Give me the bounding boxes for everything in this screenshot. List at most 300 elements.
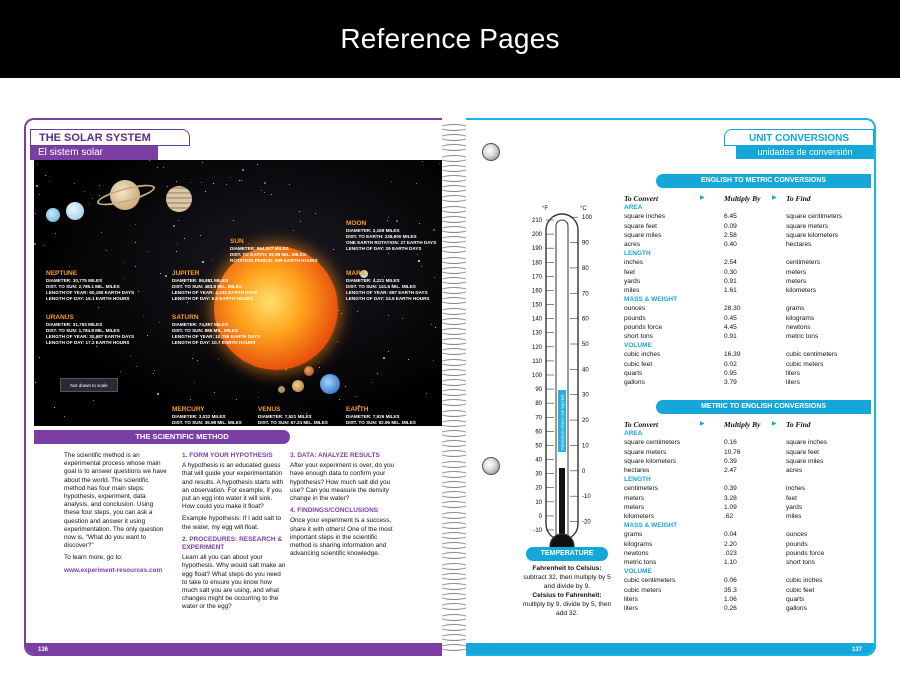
star — [241, 180, 242, 181]
table-cell: pounds force — [786, 549, 825, 557]
star — [318, 362, 319, 363]
table-row — [624, 448, 876, 457]
scientific-method-bar: THE SCIENTIFIC METHOD — [34, 430, 290, 444]
star — [384, 276, 385, 277]
sci-intro: The scientific method is an experimental process whose main goal is to answer questions we have about the world. The scientific method has four main steps: hypothesis, experiment, data analysis, and conclusion. Using these four steps, you can ask a question and answer it using experimentation. The only question now is, "What do you want to discover?" — [64, 452, 167, 550]
table-cell: square centimeters — [624, 439, 681, 447]
table-row — [624, 369, 876, 378]
spiral-coil — [440, 226, 468, 233]
spiral-coil — [440, 491, 468, 498]
binder-hole — [482, 457, 500, 475]
spiral-coil — [440, 287, 468, 294]
spiral-coil — [440, 165, 468, 172]
table-cell: miles — [624, 287, 640, 295]
table-cell: pounds force — [624, 323, 663, 331]
step1-example: Example hypothesis: If I add salt to the water, my egg will float. — [182, 515, 282, 531]
table-cell: 2.54 — [724, 259, 737, 267]
star — [92, 198, 93, 199]
page-title: UNIT CONVERSIONS — [724, 129, 874, 146]
spiral-coil — [440, 573, 468, 580]
star — [433, 360, 434, 361]
star — [163, 167, 164, 168]
star — [194, 382, 195, 383]
fahrenheit-tick-label: 190 — [531, 246, 542, 253]
star — [154, 370, 155, 371]
star — [120, 371, 121, 372]
table-cell: cubic feet — [624, 360, 653, 368]
table-row — [624, 466, 876, 475]
category-label: MASS & WEIGHT — [624, 296, 678, 304]
earth-info: DIAMETER: 7,926 MILES DIST. TO SUN: 92.96 MIL. MILES — [346, 414, 416, 425]
thermometer-mercury — [559, 468, 565, 544]
step2-title: 2. PROCEDURES: RESEARCH & EXPERIMENT — [182, 535, 283, 552]
table-cell: 0.06 — [724, 577, 737, 585]
eng-to-metric-bar: ENGLISH TO METRIC CONVERSIONS — [656, 174, 871, 188]
sun-image — [214, 246, 338, 370]
star — [176, 251, 177, 252]
star — [230, 177, 231, 178]
star — [388, 217, 389, 218]
star — [187, 302, 188, 303]
fahrenheit-tick-label: 0 — [538, 513, 542, 520]
category-label: AREA — [624, 430, 643, 438]
table-cell: square inches — [786, 439, 828, 447]
earth-label: EARTH — [346, 406, 369, 413]
star — [408, 359, 409, 360]
table-row — [624, 332, 876, 341]
table-cell: square miles — [624, 231, 662, 239]
star — [165, 275, 167, 277]
header-cell: Multiply By — [724, 194, 761, 203]
thermometer-diagram — [502, 200, 606, 570]
jupiter-label: JUPITER — [172, 270, 200, 277]
star — [124, 262, 125, 263]
star — [96, 346, 97, 347]
star — [36, 185, 38, 187]
venus-label: VENUS — [258, 406, 281, 413]
table-cell: 35.3 — [724, 586, 737, 594]
star — [426, 393, 427, 394]
star — [387, 220, 388, 221]
table-row — [624, 484, 876, 493]
star — [149, 160, 150, 161]
fahrenheit-tick-label: 60 — [535, 429, 542, 436]
star — [167, 186, 168, 187]
mars-info: DIAMETER: 4,221 MILES DIST. TO SUN: 141.6 MIL. MILES LENGTH OF YEAR: 687 EARTH DAYS LENGTH OF DAY: 24.6 EARTH HOURS — [346, 278, 430, 301]
table-cell: gallons — [786, 605, 807, 613]
table-cell: cubic inches — [786, 577, 823, 585]
table-row — [624, 231, 876, 240]
star — [153, 373, 154, 374]
table-cell: 1.10 — [724, 559, 737, 567]
spiral-coil — [440, 379, 468, 386]
table-cell: liters — [624, 595, 638, 603]
spiral-binding — [440, 118, 468, 658]
table-cell: inches — [624, 259, 644, 267]
star — [39, 357, 40, 358]
table-cell: liters — [786, 379, 800, 387]
star — [192, 358, 193, 359]
celsius-tick-label: 10 — [582, 443, 589, 450]
star — [49, 181, 50, 182]
star — [190, 182, 191, 183]
page-number-right: 137 — [851, 647, 862, 653]
jupiter-image — [166, 186, 192, 212]
table-cell: yards — [786, 503, 803, 511]
header-cell: To Find — [786, 194, 811, 203]
metric-to-eng-bar: METRIC TO ENGLISH CONVERSIONS — [656, 400, 871, 414]
star — [55, 233, 56, 234]
star — [418, 260, 420, 262]
freezing-label: FREEZING POINT OF WATER — [560, 394, 565, 450]
step3-title: 3. DATA: ANALYZE RESULTS — [290, 452, 380, 459]
table-cell: 0.91 — [724, 333, 737, 341]
spiral-coil — [440, 450, 468, 457]
table-cell: quarts — [786, 595, 805, 603]
resource-link[interactable]: www.experiment-resources.com — [64, 566, 163, 574]
star — [257, 164, 258, 165]
star — [341, 313, 342, 314]
f-to-c-text: subtract 32, then multiply by 5 and divide by 9. — [523, 574, 611, 590]
saturn-info: DIAMETER: 74,897 MILES DIST. TO SUN: 886 MIL. MILES LENGTH OF YEAR: 10,759 EARTH DAYS LENGTH OF DAY: 10.7 EARTH HOURS — [172, 322, 261, 345]
spiral-coil — [440, 624, 468, 631]
table-cell: 0.39 — [724, 457, 737, 465]
table-cell: square centimeters — [786, 213, 843, 221]
star — [135, 242, 136, 243]
star — [74, 183, 75, 184]
banner-title: Reference Pages — [340, 23, 560, 54]
table-cell: .62 — [724, 513, 734, 521]
fahrenheit-tick-label: 30 — [535, 471, 542, 478]
c-to-f-title: Celsius to Fahrenheit: — [532, 592, 602, 599]
table-cell: 3.28 — [724, 494, 737, 502]
table-row — [624, 604, 876, 613]
fahrenheit-tick-label: 180 — [531, 260, 542, 267]
page-subtitle: El sistem solar — [30, 146, 158, 160]
celsius-tick-label: 30 — [582, 392, 589, 399]
spiral-coil — [440, 328, 468, 335]
celsius-tick-label: 50 — [582, 342, 589, 348]
table-row — [624, 494, 876, 503]
table-cell: acres — [624, 241, 641, 249]
table-cell: 1.61 — [724, 287, 737, 295]
table-row — [624, 286, 876, 295]
table-cell: 16.39 — [724, 351, 741, 359]
jupiter-info: DIAMETER: 86,881 MILES DIST. TO SUN: 483.8 MIL. MILES LENGTH OF YEAR: 4,333 EARTH DAYS LENGTH OF DAY: 9.9 EARTH HOURS — [172, 278, 258, 301]
table-cell: meters — [786, 277, 807, 285]
spiral-coil — [440, 277, 468, 284]
table-cell: 0.16 — [724, 439, 737, 447]
sun-label: SUN — [230, 238, 244, 245]
category-label: LENGTH — [624, 250, 651, 258]
spiral-coil — [440, 308, 468, 315]
table-cell: grams — [786, 305, 805, 313]
table-cell: ounces — [624, 305, 646, 313]
table-cell: kilometers — [786, 287, 817, 295]
table-cell: square kilometers — [624, 457, 677, 465]
star — [64, 416, 65, 417]
table-row — [624, 549, 876, 558]
mercury-label: MERCURY — [172, 406, 205, 413]
fahrenheit-tick-label: 10 — [535, 499, 542, 506]
celsius-tick-label: 0 — [582, 468, 586, 475]
star — [130, 356, 131, 357]
page-number-left: 136 — [38, 647, 49, 653]
table-cell: kilograms — [624, 540, 653, 548]
spiral-coil — [440, 512, 468, 519]
spiral-coil — [440, 501, 468, 508]
table-cell: liters — [786, 369, 800, 377]
table-cell: metric tons — [624, 559, 657, 567]
star — [402, 318, 403, 319]
step1-title: 1. FORM YOUR HYPOTHESIS — [182, 452, 273, 459]
spiral-coil — [440, 542, 468, 549]
uranus-info: DIAMETER: 31,763 MILES DIST. TO SUN: 1,784.8 MIL. MILES LENGTH OF YEAR: 30,687 EARTH DAYS LENGTH OF DAY: 17.2 EARTH HOURS — [46, 322, 135, 345]
spiral-coil — [440, 359, 468, 366]
spiral-coil — [440, 583, 468, 590]
celsius-unit-label: °C — [580, 206, 587, 212]
table-cell: meters — [624, 503, 645, 511]
spiral-coil — [440, 195, 468, 202]
spiral-coil — [440, 206, 468, 213]
table-cell: hectares — [624, 467, 650, 475]
fahrenheit-tick-label: 110 — [532, 358, 542, 365]
star — [176, 181, 177, 182]
step4-title: 4. FINDINGS/CONCLUSIONS — [290, 507, 379, 515]
header-cell: Multiply By — [724, 420, 761, 429]
left-page — [24, 118, 442, 656]
star — [34, 243, 36, 245]
uranus-label: URANUS — [46, 314, 74, 321]
celsius-tick-label: 70 — [582, 291, 589, 298]
spiral-coil — [440, 410, 468, 417]
star — [157, 167, 158, 168]
table-cell: newtons — [624, 549, 649, 557]
table-cell: meters — [786, 268, 807, 276]
fahrenheit-tick-label: 210 — [531, 218, 542, 224]
star — [184, 238, 185, 239]
header-cell: To Convert — [624, 194, 659, 203]
fahrenheit-tick-label: 120 — [531, 344, 542, 351]
table-row — [624, 586, 876, 595]
star — [416, 183, 417, 184]
star — [178, 220, 179, 221]
table-row — [624, 323, 876, 332]
table-row — [624, 222, 876, 231]
table-row — [624, 540, 876, 549]
star — [143, 316, 144, 317]
table-row — [624, 277, 876, 286]
table-cell: inches — [786, 485, 806, 493]
table-row — [624, 576, 876, 585]
star — [388, 253, 389, 254]
table-cell: cubic meters — [786, 360, 824, 368]
table-row — [624, 378, 876, 387]
saturn-label: SATURN — [172, 314, 199, 321]
category-label: LENGTH — [624, 476, 651, 484]
table-cell: feet — [624, 268, 635, 276]
table-cell: cubic centimeters — [786, 351, 838, 359]
star — [37, 164, 38, 165]
table-cell: short tons — [786, 559, 815, 567]
spiral-coil — [440, 399, 468, 406]
fahrenheit-tick-label: 40 — [535, 457, 542, 464]
table-cell: centimeters — [786, 259, 821, 267]
star — [391, 181, 392, 182]
table-row — [624, 350, 876, 359]
star — [293, 230, 294, 231]
table-cell: yards — [624, 277, 641, 285]
table-cell: 28.30 — [724, 305, 741, 313]
star — [337, 341, 338, 342]
table-cell: square inches — [624, 213, 666, 221]
spiral-coil — [440, 614, 468, 621]
star — [299, 211, 300, 212]
table-cell: 0.09 — [724, 222, 737, 230]
venus-info: DIAMETER: 7,521 MILES DIST. TO SUN: 67.24 MIL. MILES — [258, 414, 328, 425]
table-cell: square feet — [786, 448, 819, 456]
celsius-tick-label: 20 — [582, 418, 589, 425]
table-cell: 10.76 — [724, 448, 741, 456]
table-row — [624, 503, 876, 512]
table-cell: cubic feet — [786, 586, 815, 594]
star — [345, 386, 346, 387]
top-banner — [0, 0, 900, 78]
star — [101, 232, 102, 233]
neptune-info: DIAMETER: 30,775 MILES DIST. TO SUN: 2,795.1 MIL. MILES LENGTH OF YEAR: 60,190 EARTH DAYS LENGTH OF DAY: 16.1 EARTH HOURS — [46, 278, 135, 301]
star — [377, 373, 378, 374]
mercury-info: DIAMETER: 3,032 MILES DIST. TO SUN: 35.98 MIL. MILES — [172, 414, 242, 425]
star — [157, 393, 159, 395]
right-footer — [466, 643, 874, 654]
table-cell: 0.40 — [724, 241, 737, 249]
table-cell: ounces — [786, 531, 808, 539]
star — [138, 291, 139, 292]
venus-image — [292, 380, 304, 392]
table-cell: 1.06 — [724, 595, 737, 603]
table-cell: square miles — [786, 457, 824, 465]
table-cell: 0.02 — [724, 360, 737, 368]
star — [93, 400, 94, 401]
table-cell: grams — [624, 531, 643, 539]
arrow-icon: ▶ — [772, 195, 777, 201]
star — [388, 315, 389, 316]
star — [89, 203, 90, 204]
table-row — [624, 314, 876, 323]
table-cell: .023 — [724, 549, 737, 557]
celsius-tick-label: 80 — [582, 265, 589, 272]
star — [147, 251, 148, 252]
star — [434, 277, 435, 278]
uranus-image — [66, 202, 84, 220]
spiral-coil — [440, 430, 468, 437]
left-footer — [26, 643, 442, 654]
sci-intro-column — [64, 452, 168, 579]
table-row — [624, 240, 876, 249]
table-cell: square meters — [624, 448, 667, 456]
category-label: VOLUME — [624, 568, 652, 576]
table-cell: liters — [624, 605, 638, 613]
star — [339, 399, 340, 400]
table-row — [624, 512, 876, 521]
star — [226, 184, 227, 185]
table-header — [624, 194, 876, 203]
star — [319, 367, 320, 368]
spiral-coil — [440, 644, 468, 651]
star — [239, 180, 240, 181]
eng-to-metric-table — [624, 194, 876, 387]
fahrenheit-tick-label: -10 — [533, 528, 542, 534]
temperature-text — [522, 564, 612, 618]
step2-text: Learn all you can about your hypothesis. Why would salt make an egg float? What steps do you need to take to ensure you know how much salt you are using, and what changes might be occurring to the water or the egg? — [182, 554, 286, 611]
spiral-coil — [440, 338, 468, 345]
spiral-coil — [440, 144, 468, 151]
learn-more: To learn more, go to: — [64, 554, 123, 562]
celsius-tick-label: -20 — [582, 519, 591, 526]
spiral-coil — [440, 318, 468, 325]
arrow-icon: ▶ — [772, 421, 777, 427]
star — [333, 249, 334, 250]
fahrenheit-tick-label: 90 — [535, 387, 542, 394]
table-cell: kilometers — [624, 513, 655, 521]
star — [173, 225, 175, 227]
table-cell: pounds — [624, 314, 646, 322]
table-row — [624, 457, 876, 466]
table-cell: pounds — [786, 540, 808, 548]
fahrenheit-tick-label: 170 — [531, 274, 542, 281]
f-to-c-title: Fahrenheit to Celsius: — [532, 565, 602, 572]
spiral-coil — [440, 552, 468, 559]
star — [261, 190, 262, 191]
star — [233, 220, 234, 221]
spiral-coil — [440, 257, 468, 264]
table-cell: acres — [786, 467, 803, 475]
star — [201, 182, 202, 183]
table-row — [624, 258, 876, 267]
table-cell: newtons — [786, 323, 811, 331]
step3-text: After your experiment is over, do you have enough data to confirm your hypothesis? How much salt did you use? Can you measure the density change in the water? — [290, 462, 395, 503]
table-cell: 3.79 — [724, 379, 737, 387]
arrow-icon: ▶ — [700, 421, 705, 427]
star — [35, 213, 36, 214]
table-cell: square feet — [624, 222, 657, 230]
spiral-coil — [440, 297, 468, 304]
star — [136, 366, 137, 367]
binder-hole — [482, 143, 500, 161]
spiral-coil — [440, 603, 468, 610]
table-cell: miles — [786, 513, 802, 521]
table-cell: cubic inches — [624, 351, 661, 359]
table-cell: 0.95 — [724, 369, 737, 377]
star — [422, 161, 423, 162]
table-cell: 6.45 — [724, 213, 737, 221]
star — [99, 185, 100, 186]
star — [39, 194, 40, 195]
star — [383, 357, 385, 359]
spiral-coil — [440, 440, 468, 447]
mercury-image — [278, 386, 285, 393]
moon-info: DIAMETER: 2,159 MILES DIST. TO EARTH: 238,900 MILES ONE EARTH ROTATION: 27 EARTH DAYS LENGTH OF DAY: 29 EARTH DAYS — [346, 228, 437, 251]
star — [371, 382, 372, 383]
spiral-coil — [440, 389, 468, 396]
star — [396, 220, 398, 222]
table-cell: quarts — [624, 369, 643, 377]
table-row — [624, 530, 876, 539]
header-cell: To Find — [786, 420, 811, 429]
table-header — [624, 420, 876, 429]
table-cell: cubic centimeters — [624, 577, 676, 585]
table-cell: 2.47 — [724, 467, 737, 475]
